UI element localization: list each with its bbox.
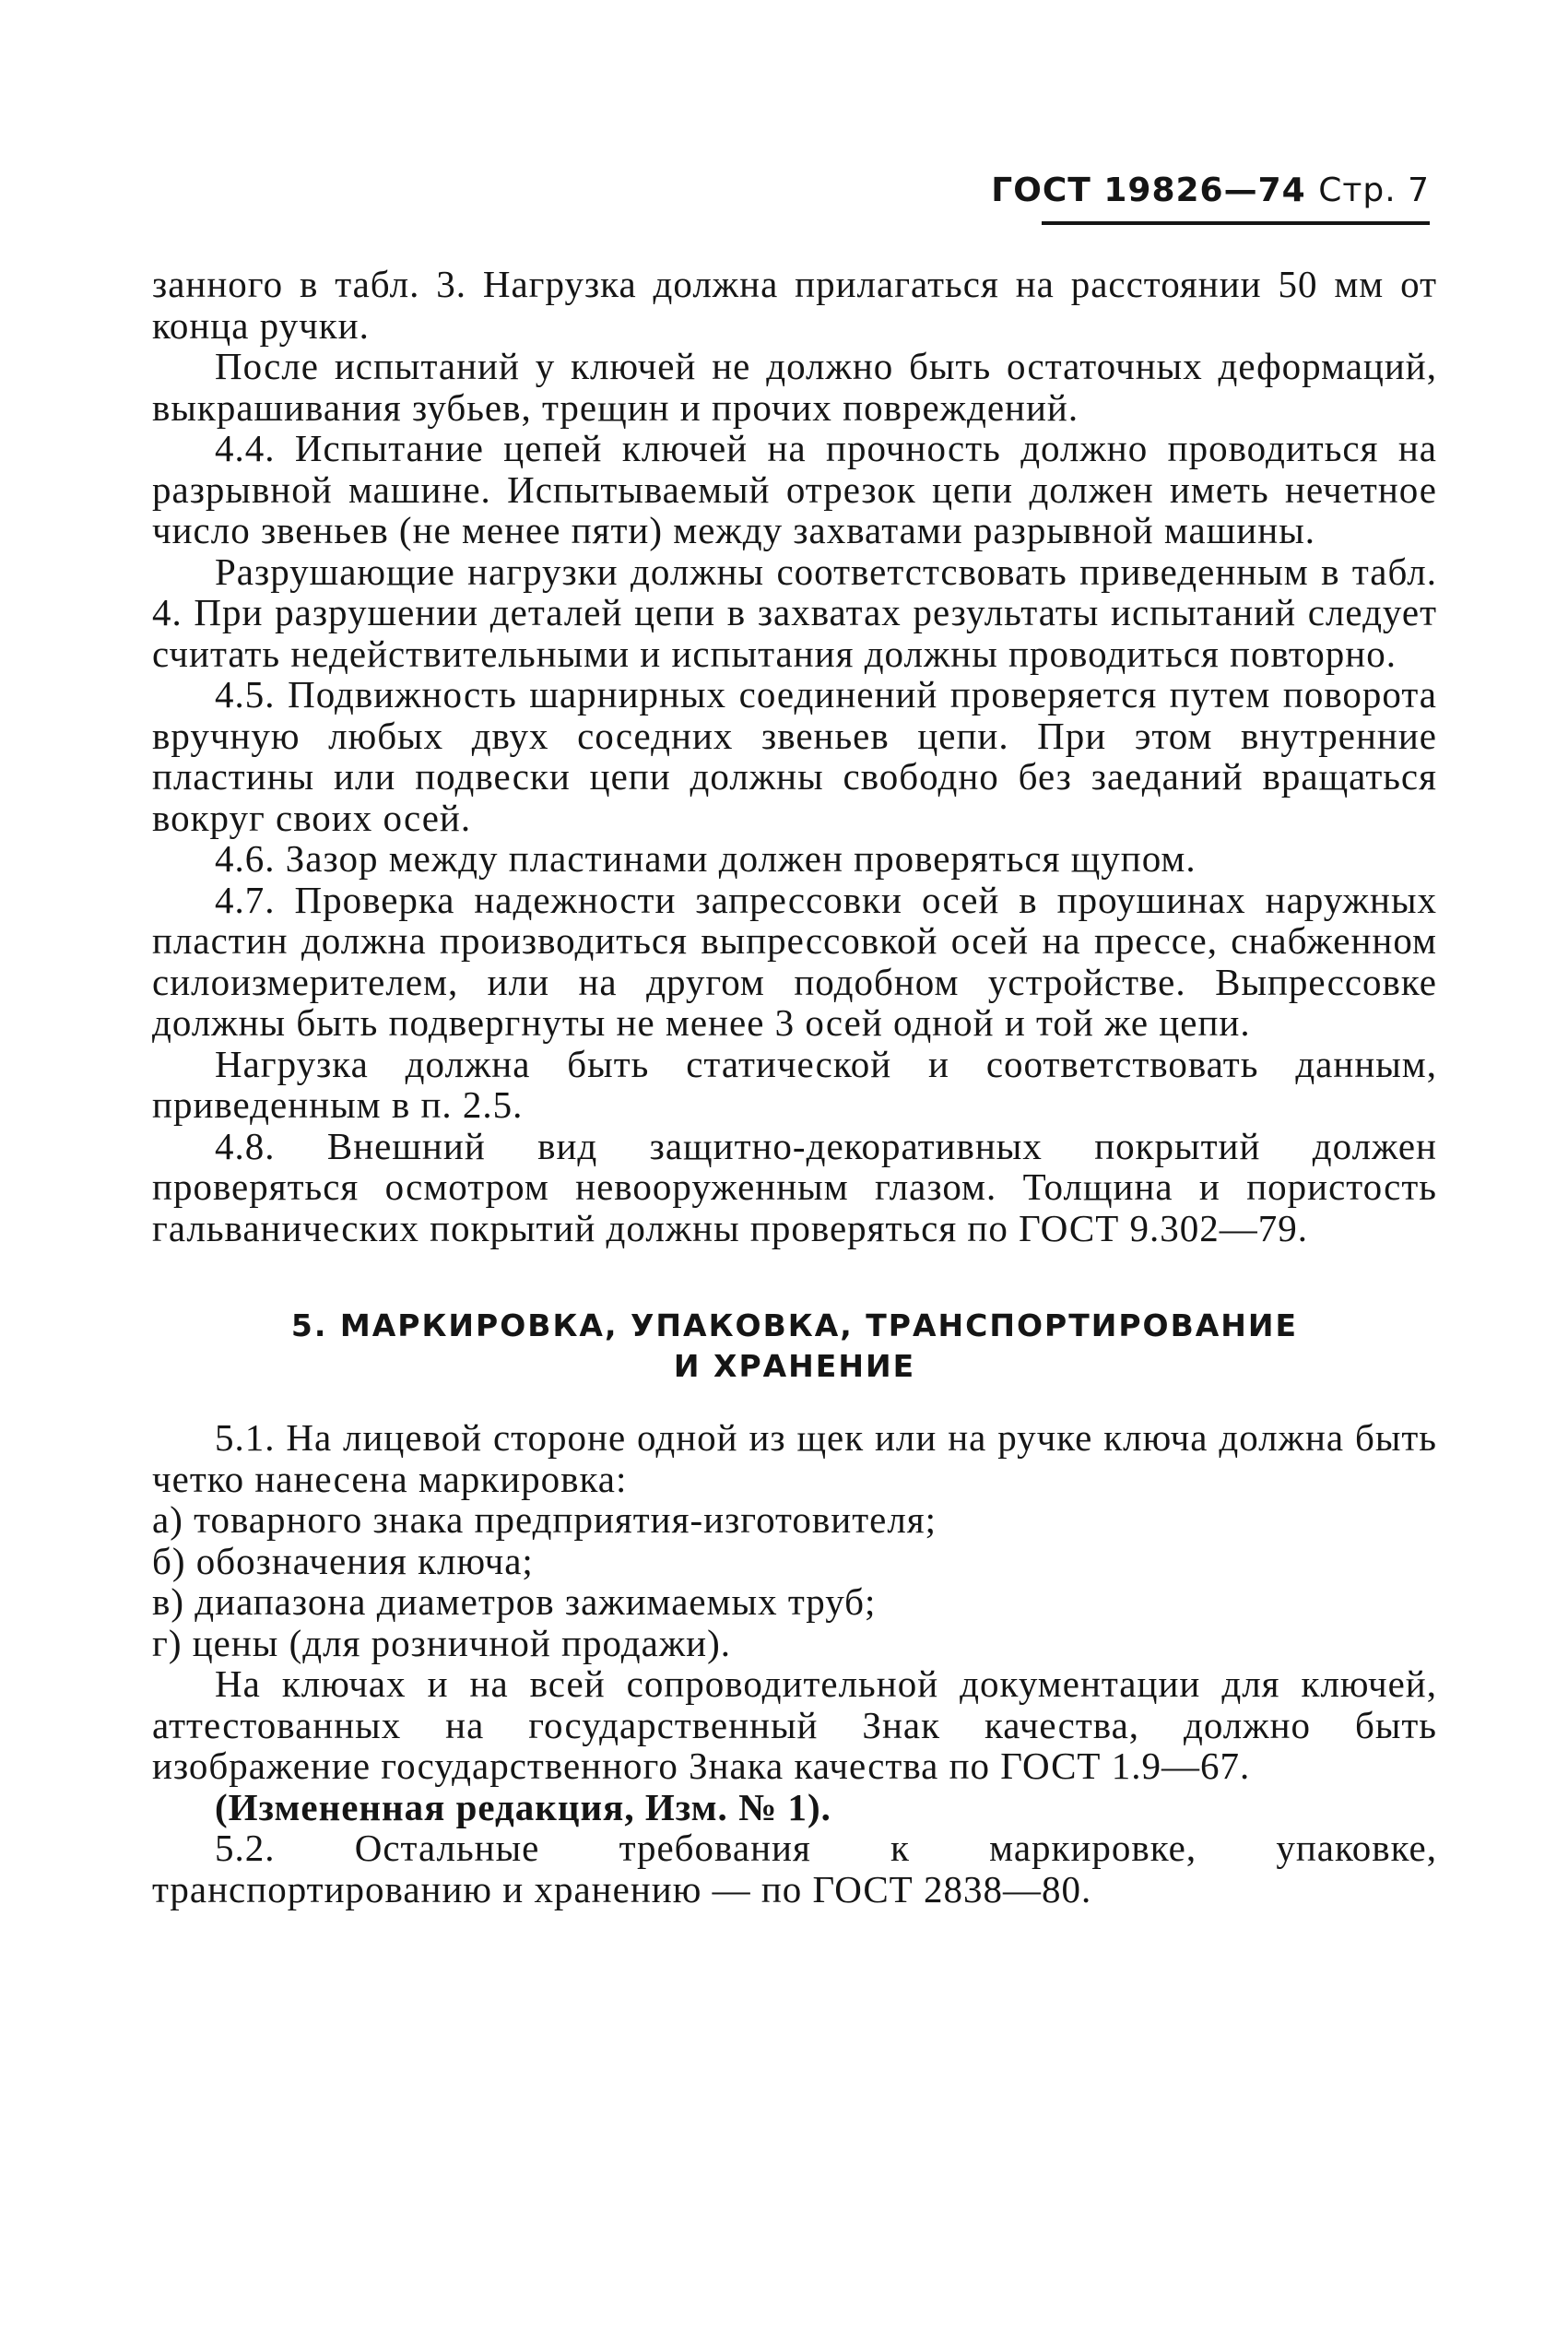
paragraph-continuation: занного в табл. 3. Нагрузка должна прилагаться на расстоянии 50 мм от конца ручки. — [152, 263, 1437, 347]
paragraph: Нагрузка должна быть статической и соответствовать данным, приведенным в п. 2.5. — [152, 1042, 1437, 1126]
paragraph-4-7: 4.7. Проверка надежности запрессовки осей в проушинах наружных пластин должна производиться выпрессовкой осей на прессе, снабженном силоизмерителем, или на другом подобном устройстве. Выпрессовке должны быть подвергнуты не менее 3 осей одной и той же цепи. — [152, 878, 1437, 1044]
list-item: б) обозначения ключа; — [152, 1539, 534, 1582]
paragraph-5-2: 5.2. Остальные требования к маркировке, упаковке, транспортированию и хранению — по ГОСТ 2838—80. — [152, 1827, 1437, 1910]
paragraph: Разрушающие нагрузки должны соответстсвовать приведенным в табл. 4. При разрушении деталей цепи в захватах результаты испытаний следует считать недействительными и испытания должны проводиться повторно. — [152, 550, 1437, 675]
paragraph-4-8: 4.8. Внешний вид защитно-декоративных покрытий должен проверяться осмотром невооруженным глазом. Толщина и пористость гальванических покрытий должны проверяться по ГОСТ 9.302—79. — [152, 1124, 1437, 1249]
body-text — [152, 264, 1437, 1910]
header-rule — [1042, 221, 1430, 225]
section-title-line2: И ХРАНЕНИЕ — [673, 1348, 916, 1384]
paragraph-4-4: 4.4. Испытание цепей ключей на прочность должно проводиться на разрывной машине. Испытываемый отрезок цепи должен иметь нечетное число звеньев (не менее пяти) между захватами разрывной машины. — [152, 427, 1437, 551]
amendment-note: (Измененная редакция, Изм. № 1). — [215, 1785, 831, 1828]
list-item: г) цены (для розничной продажи). — [152, 1621, 732, 1664]
paragraph-4-5: 4.5. Подвижность шарнирных соединений проверяется путем поворота вручную любых двух соседних звеньев цепи. При этом внутренние пластины или подвески цепи должны свободно без заеданий вращаться вокруг своих осей. — [152, 673, 1437, 839]
list-item: а) товарного знака предприятия-изготовителя; — [152, 1498, 937, 1541]
paragraph: На ключах и на всей сопроводительной документации для ключей, аттестованных на государственный Знак качества, должно быть изображение государственного Знака качества по ГОСТ 1.9—67. — [152, 1662, 1437, 1787]
section-title: 5. МАРКИРОВКА, УПАКОВКА, ТРАНСПОРТИРОВАНИЕ — [290, 1307, 1299, 1343]
page-header — [991, 171, 1430, 209]
paragraph-4-6: 4.6. Зазор между пластинами должен проверяться щупом. — [215, 837, 1197, 880]
doc-id: ГОСТ 19826—74 — [991, 171, 1306, 209]
list-item: в) диапазона диаметров зажимаемых труб; — [152, 1580, 877, 1623]
paragraph-5-1: 5.1. На лицевой стороне одной из щек или на ручке ключа должна быть четко нанесена маркировка: — [152, 1416, 1437, 1500]
paragraph: После испытаний у ключей не должно быть остаточных деформаций, выкрашивания зубьев, трещин и прочих повреждений. — [152, 345, 1437, 429]
page-number: Стр. 7 — [1318, 171, 1430, 209]
